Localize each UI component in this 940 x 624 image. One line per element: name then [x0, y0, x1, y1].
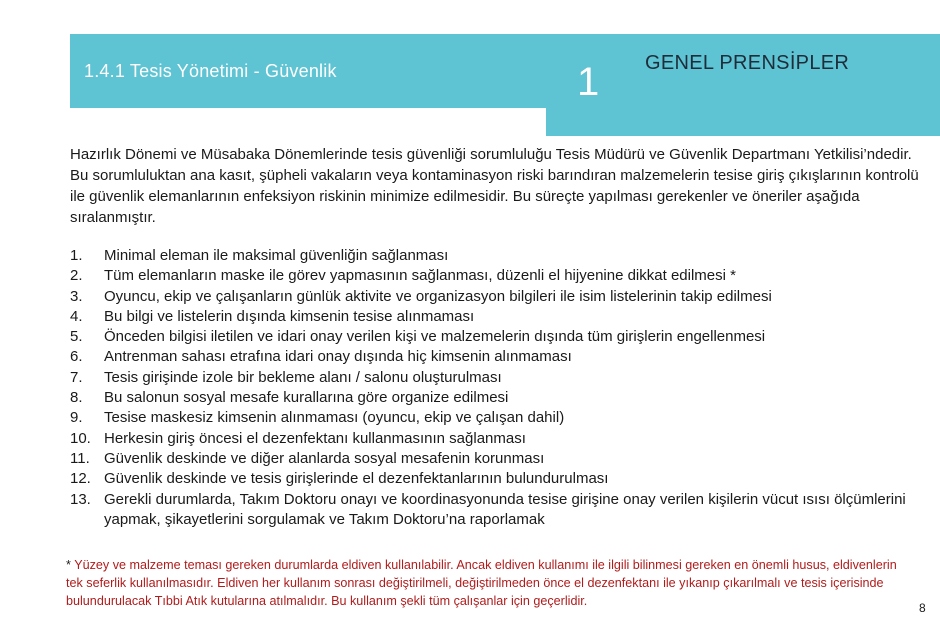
list-number: 13.: [70, 490, 91, 508]
list-item: [70, 429, 930, 449]
list-text: Minimal eleman ile maksimal güvenliğin sağlanması: [104, 247, 449, 264]
list-number: 9.: [70, 409, 83, 427]
list-number: 4.: [70, 307, 83, 325]
list-text: Tüm elemanların maske ile görev yapmasının sağlanması, düzenli el hijyenine dikkat edilmesi *: [104, 267, 736, 285]
list-text: Önceden bilgisi iletilen ve idari onay verilen kişi ve malzemelerin dışında tüm girişlerin engellenmesi: [104, 328, 766, 346]
section-header-bar: [70, 34, 548, 108]
list-item: [70, 449, 930, 469]
list-number: 2.: [70, 267, 83, 285]
section-title: 1.4.1 Tesis Yönetimi - Güvenlik: [84, 61, 337, 81]
list-number: 5.: [70, 328, 83, 346]
list-number: 3.: [70, 287, 83, 305]
list-item: [70, 327, 930, 347]
list-text: Bu bilgi ve listelerin dışında kimsenin tesise alınmaması: [104, 307, 475, 325]
footnote-marker: *: [66, 558, 71, 572]
list-item: [70, 246, 930, 266]
list-item: [70, 469, 930, 489]
list-number: 8.: [70, 389, 83, 407]
security-rules-list: [70, 246, 930, 530]
list-text: Tesis girişinde izole bir bekleme alanı / salonu oluşturulması: [104, 368, 502, 386]
list-number: 10.: [70, 429, 91, 447]
chapter-number: 1: [577, 60, 600, 104]
list-number: 1.: [70, 247, 83, 264]
chapter-title: GENEL PRENSİPLER: [645, 52, 850, 74]
list-item: [70, 266, 930, 286]
list-text: Herkesin giriş öncesi el dezenfektanı kullanmasının sağlanması: [104, 429, 526, 447]
list-item: [70, 368, 930, 388]
list-item: [70, 307, 930, 327]
list-text: Güvenlik deskinde ve diğer alanlarda sosyal mesafenin korunması: [104, 449, 545, 467]
list-item: [70, 388, 930, 408]
list-number: 12.: [70, 470, 91, 488]
list-item: [70, 347, 930, 367]
list-text: Tesise maskesiz kimsenin alınmaması (oyuncu, ekip ve çalışan dahil): [104, 409, 565, 427]
list-item: [70, 408, 930, 428]
list-item: [70, 490, 930, 531]
list-text: Oyuncu, ekip ve çalışanların günlük aktivite ve organizasyon bilgileri ile isim listelerinin takip edilmesi: [104, 287, 772, 305]
list-item: [70, 287, 930, 307]
list-text: Gerekli durumlarda, Takım Doktoru onayı ve koordinasyonunda tesise girişine onay verilen kişilerin vücut ısısı ölçümlerini yapmak, şikayetlerini sorgulamak ve Takım Doktoru’na raporlamak: [104, 490, 906, 528]
footnote-text: Yüzey ve malzeme teması gereken durumlarda eldiven kullanılabilir. Ancak eldiven kullanımı ile ilgili bilinmesi gereken en önemli husus, eldivenlerin tek seferlik kullanılmasıdır. Eldiven her kullanım sonrası değiştirilmeli, değiştirilmeden önce el dezenfektanı ile yıkanıp çıkarılmalı ve tesis içerisinde bulundurulacak Tıbbi Atık kutularına atılmalıdır. Bu kullanım şekli tüm çalışanlar için geçerlidir.: [66, 558, 897, 608]
list-number: 7.: [70, 368, 83, 386]
footnote: [66, 556, 916, 610]
list-number: 11.: [70, 449, 90, 467]
list-number: 6.: [70, 348, 83, 366]
list-text: Bu salonun sosyal mesafe kurallarına göre organize edilmesi: [104, 389, 509, 407]
intro-paragraph: Hazırlık Dönemi ve Müsabaka Dönemlerinde tesis güvenliği sorumluluğu Tesis Müdürü ve Güvenlik Departmanı Yetkilisi’ndedir. Bu sorumluluktan ana kasıt, şüpheli vakaların veya kontaminasyon riski barındıran malzemelerin tesise giriş çıkışlarının kontrolü ile güvenlik elemanlarının enfeksiyon riskinin minimize edilmesidir. Bu süreçte yapılması gerekenler ve öneriler aşağıda sıralanmıştır.: [70, 146, 919, 226]
list-text: Antrenman sahası etrafına idari onay dışında hiç kimsenin alınmaması: [104, 348, 572, 366]
chapter-header-tab: [498, 34, 940, 136]
page-number: 8: [919, 601, 926, 615]
list-text: Güvenlik deskinde ve tesis girişlerinde el dezenfektanlarının bulundurulması: [104, 470, 609, 488]
